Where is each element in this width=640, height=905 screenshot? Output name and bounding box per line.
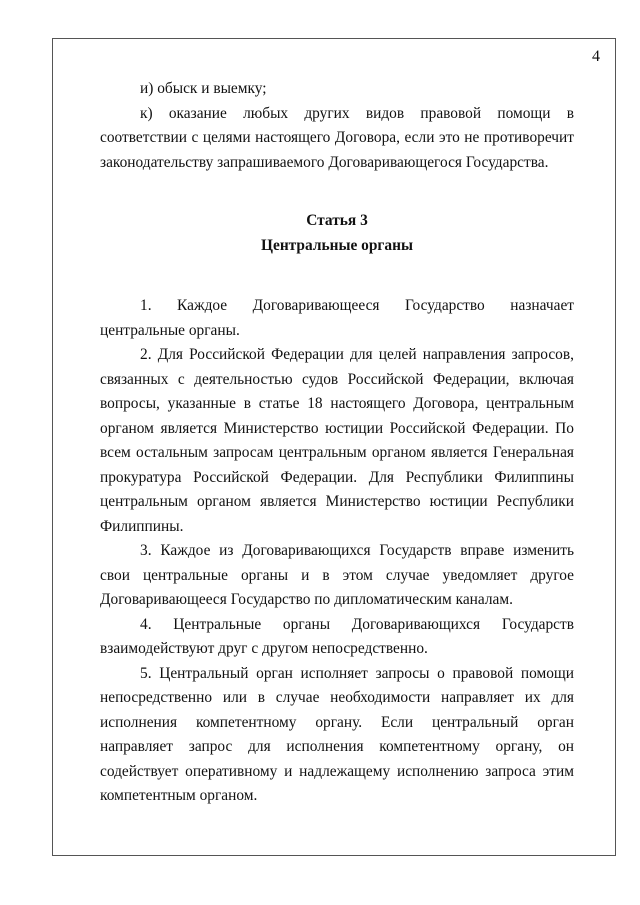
paragraph-4: 4. Центральные органы Договаривающихся Государств взаимодействуют друг с другом непосредственно. <box>100 615 574 657</box>
spacer <box>100 175 574 209</box>
article-number: Статья 3 <box>306 212 368 229</box>
paragraph-3: 3. Каждое из Договаривающихся Государств вправе изменить свои центральные органы и в этом случае уведомляет другое Договаривающееся Государство по дипломатическим каналам. <box>100 542 574 608</box>
list-item-k: к) оказание любых других видов правовой помощи в соответствии с целями настоящего Договора, если это не противоречит законодательству запрашиваемого Договаривающегося Государства. <box>100 104 574 171</box>
spacer <box>100 258 574 294</box>
paragraph-1: 1. Каждое Договаривающееся Государство назначает центральные органы. <box>100 297 574 339</box>
paragraph-5: 5. Центральный орган исполняет запросы о правовой помощи непосредственно или в случае необходимости направляет их для исполнения компетентному органу. Если центральный орган направляет запрос для исполнения компетентному органу, он содействует оперативному и надлежащему исполнению запроса этим компетентным органом. <box>100 664 574 804</box>
paragraph-2: 2. Для Российской Федерации для целей направления запросов, связанных с деятельностью судов Российской Федерации, включая вопросы, указанные в статье 18 настоящего Договора, центральным органом является Министерство юстиции Российской Федерации. По всем остальным запросам центральным органом является Генеральная прокуратура Российской Федерации. Для Республики Филиппины центральным органом является Министерство юстиции Республики Филиппины. <box>100 346 574 535</box>
page-number: 4 <box>592 48 600 65</box>
list-item-i: и) обыск и выемку; <box>140 80 267 97</box>
article-title: Центральные органы <box>261 236 413 254</box>
document-body <box>100 77 574 809</box>
